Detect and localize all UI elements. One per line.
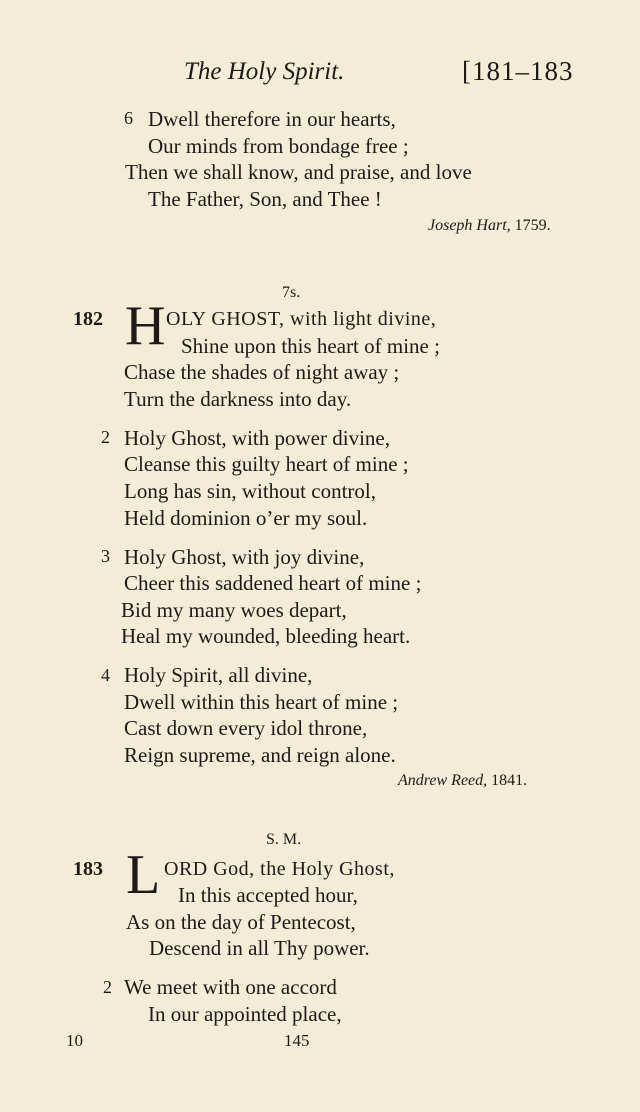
hymn-line: In this accepted hour, [178, 883, 358, 907]
hymn-range: [181–183 [462, 56, 574, 86]
hymn-line: Holy Ghost, with power divine, [124, 426, 390, 450]
hymn-line: The Father, Son, and Thee ! [148, 187, 382, 211]
hymn-line: Held dominion o’er my soul. [124, 506, 368, 530]
running-title: The Holy Spirit. [184, 58, 345, 85]
hymn-line: Holy Ghost, with joy divine, [124, 545, 365, 569]
hymn-number: 183 [73, 858, 103, 880]
stanza-number: 2 [103, 977, 112, 997]
hymn-line: Bid my many woes depart, [121, 598, 347, 622]
author-name: Andrew Reed, [398, 772, 488, 789]
hymn-line: Holy Spirit, all divine, [124, 663, 313, 687]
hymn-line: Shine upon this heart of mine ; [181, 334, 440, 358]
author-year: 1841. [491, 772, 528, 789]
hymn-line: Our minds from bondage free ; [148, 134, 409, 158]
stanza-number: 3 [101, 546, 110, 566]
hymn-line: Cleanse this guilty heart of mine ; [124, 452, 409, 476]
hymn-line: As on the day of Pentecost, [126, 910, 356, 934]
hymn-line: Dwell within this heart of mine ; [124, 690, 399, 714]
author-year: 1759. [514, 217, 551, 234]
meter-label: 7s. [282, 284, 301, 301]
hymn-line: Dwell therefore in our hearts, [148, 107, 396, 131]
hymn-line: Cheer this saddened heart of mine ; [124, 571, 422, 595]
author-credit [428, 217, 551, 235]
hymn-number: 182 [73, 308, 103, 330]
drop-cap: L [126, 844, 161, 906]
hymn-first-line: ORD God, the Holy Ghost, [164, 858, 395, 880]
stanza-number: 2 [101, 427, 110, 447]
signature-mark: 10 [66, 1031, 83, 1050]
author-name: Joseph Hart, [428, 217, 511, 234]
stanza-number: 6 [124, 108, 133, 128]
hymn-line: We meet with one accord [124, 975, 337, 999]
hymn-line: In our appointed place, [148, 1002, 342, 1026]
author-credit [398, 772, 527, 790]
hymn-line: Long has sin, without control, [124, 479, 376, 503]
meter-label: S. M. [266, 831, 302, 848]
drop-cap: H [125, 295, 166, 357]
hymn-line: Descend in all Thy power. [149, 936, 370, 960]
page-number: 145 [284, 1031, 310, 1050]
hymn-first-line: OLY GHOST, with light divine, [166, 308, 437, 330]
hymn-line: Cast down every idol throne, [124, 716, 368, 740]
hymn-line: Reign supreme, and reign alone. [124, 743, 396, 767]
hymn-line: Then we shall know, and praise, and love [125, 160, 472, 184]
hymn-line: Chase the shades of night away ; [124, 360, 400, 384]
hymn-line: Heal my wounded, bleeding heart. [121, 624, 411, 648]
stanza-number: 4 [101, 665, 110, 685]
hymn-line: Turn the darkness into day. [124, 387, 352, 411]
